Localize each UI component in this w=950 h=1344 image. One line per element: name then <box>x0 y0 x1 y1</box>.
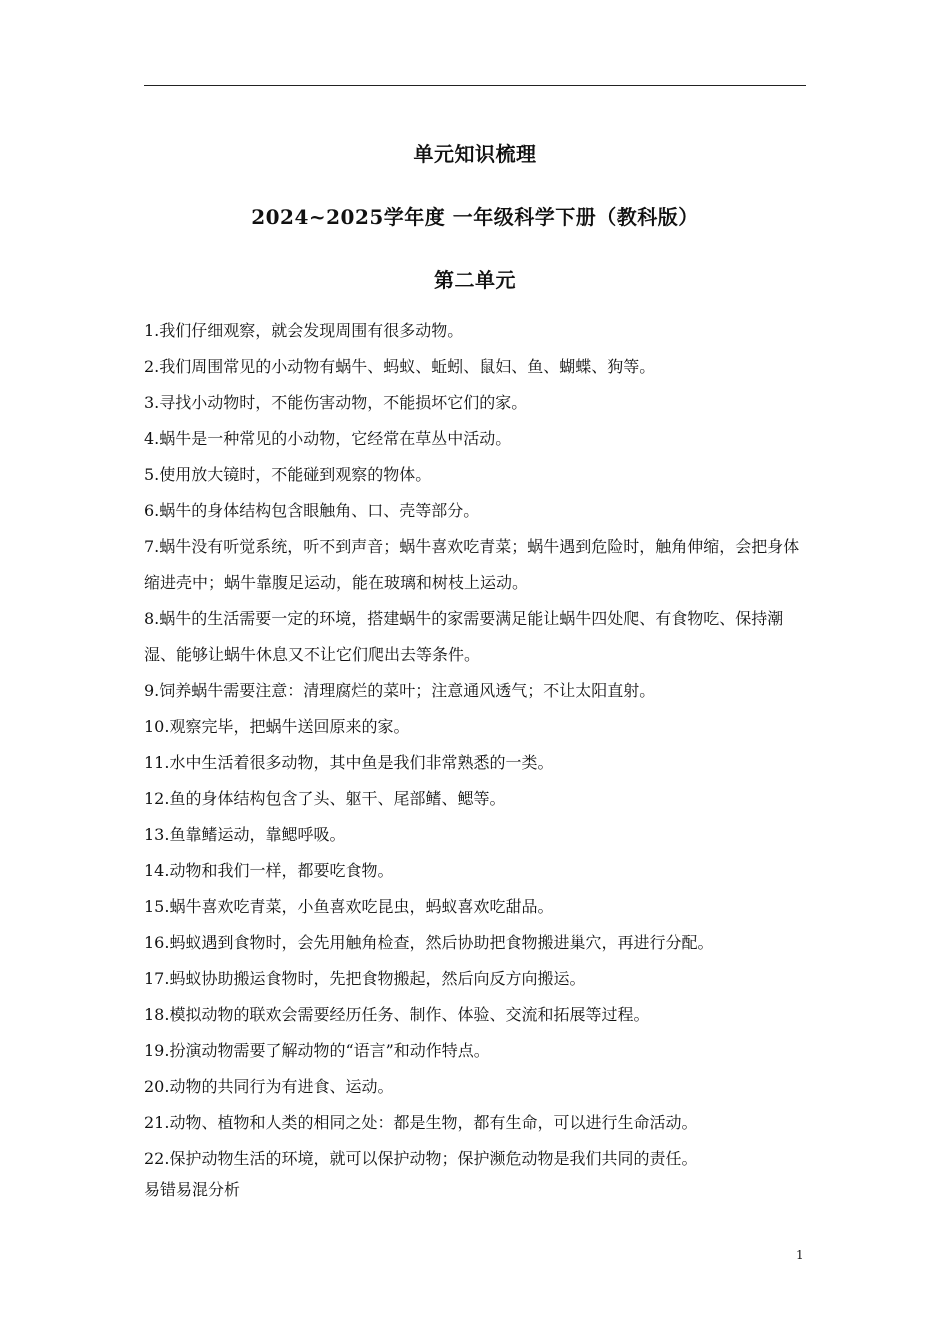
list-item: 8.蜗牛的生活需要一定的环境，搭建蜗牛的家需要满足能让蜗牛四处爬、有食物吃、保持潮湿、能够让蜗牛休息又不让它们爬出去等条件。 <box>144 609 784 664</box>
list-item: 14.动物和我们一样，都要吃食物。 <box>144 861 394 880</box>
page-number: 1 <box>796 1248 804 1262</box>
list-item: 2.我们周围常见的小动物有蜗牛、蚂蚁、蚯蚓、鼠妇、鱼、蝴蝶、狗等。 <box>144 357 656 376</box>
document-title: 单元知识梳理 <box>413 142 537 166</box>
list-item: 13.鱼靠鳍运动，靠鳃呼吸。 <box>144 825 346 844</box>
list-item: 4.蜗牛是一种常见的小动物，它经常在草丛中活动。 <box>144 429 512 448</box>
list-item: 3.寻找小动物时，不能伤害动物，不能损坏它们的家。 <box>144 393 528 412</box>
list-item: 15.蜗牛喜欢吃青菜，小鱼喜欢吃昆虫，蚂蚁喜欢吃甜品。 <box>144 897 554 916</box>
list-item: 20.动物的共同行为有进食、运动。 <box>144 1077 394 1096</box>
list-item: 5.使用放大镜时，不能碰到观察的物体。 <box>144 465 432 484</box>
list-item: 7.蜗牛没有听觉系统，听不到声音；蜗牛喜欢吃青菜；蜗牛遇到危险时，触角伸缩，会把身体缩进壳中；蜗牛靠腹足运动，能在玻璃和树枝上运动。 <box>144 537 800 592</box>
list-item: 18.模拟动物的联欢会需要经历任务、制作、体验、交流和拓展等过程。 <box>144 1005 650 1024</box>
list-item: 9.饲养蜗牛需要注意：清理腐烂的菜叶；注意通风透气；不让太阳直射。 <box>144 681 656 700</box>
list-item: 22.保护动物生活的环境，就可以保护动物；保护濒危动物是我们共同的责任。 <box>144 1149 698 1168</box>
knowledge-list <box>144 313 814 1177</box>
list-item: 6.蜗牛的身体结构包含眼触角、口、壳等部分。 <box>144 501 480 520</box>
error-analysis-heading: 易错易混分析 <box>144 1180 241 1199</box>
list-item: 11.水中生活着很多动物，其中鱼是我们非常熟悉的一类。 <box>144 753 554 772</box>
document-subtitle: 2024~2025学年度 一年级科学下册（教科版） <box>251 205 699 229</box>
list-item: 19.扮演动物需要了解动物的“语言”和动作特点。 <box>144 1041 490 1060</box>
list-item: 17.蚂蚁协助搬运食物时，先把食物搬起，然后向反方向搬运。 <box>144 969 586 988</box>
list-item: 10.观察完毕，把蜗牛送回原来的家。 <box>144 717 410 736</box>
list-item: 1.我们仔细观察，就会发现周围有很多动物。 <box>144 321 464 340</box>
list-item: 16.蚂蚁遇到食物时，会先用触角检查，然后协助把食物搬进巢穴，再进行分配。 <box>144 933 714 952</box>
list-item: 21.动物、植物和人类的相同之处：都是生物，都有生命，可以进行生命活动。 <box>144 1113 698 1132</box>
header-rule <box>144 85 806 86</box>
list-item: 12.鱼的身体结构包含了头、躯干、尾部鳍、鳃等。 <box>144 789 506 808</box>
unit-heading: 第二单元 <box>434 268 516 292</box>
